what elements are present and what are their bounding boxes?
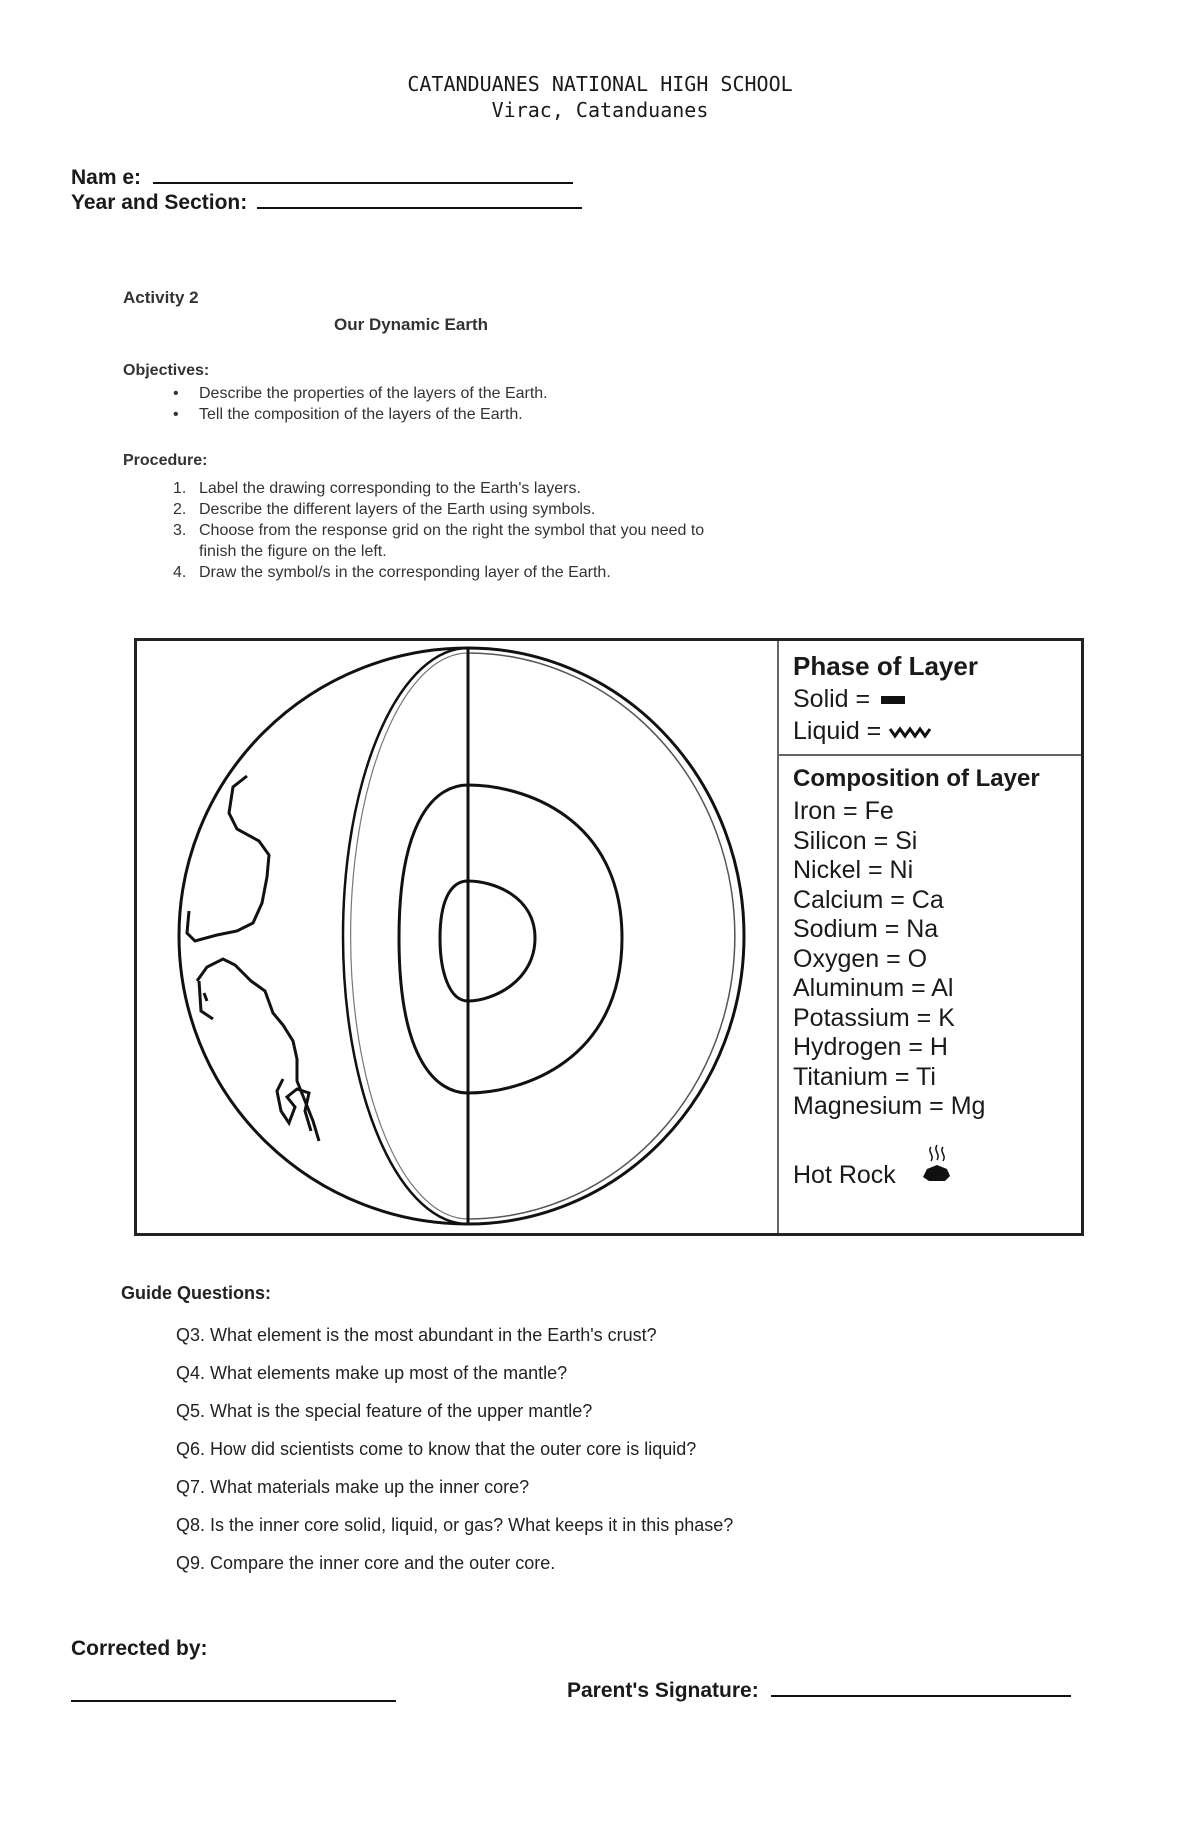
school-location: Virac, Catanduanes <box>491 98 709 122</box>
parent-signature-field[interactable] <box>567 1679 1071 1703</box>
hot-rock-legend: Hot Rock <box>793 1161 896 1189</box>
crust-outline-left <box>179 648 468 1224</box>
list-item: Q7. What materials make up the inner core? <box>176 1477 530 1497</box>
list-item: Silicon = Si <box>793 826 918 855</box>
list-item: 1. Label the drawing corresponding to the Earth's layers. <box>173 480 581 497</box>
legend-divider <box>778 754 1081 756</box>
list-item: Hydrogen = H <box>793 1033 948 1061</box>
procedure-heading: Procedure: <box>123 452 208 469</box>
name-label: Nam e: <box>71 166 142 189</box>
figure-divider <box>777 641 779 1233</box>
island-outline <box>204 993 207 1001</box>
solid-legend: Solid = <box>793 685 905 715</box>
list-item: Q9. Compare the inner core and the outer core. <box>176 1553 556 1573</box>
school-name: CATANDUANES NATIONAL HIGH SCHOOL <box>407 72 793 96</box>
earth-layers-drawing[interactable] <box>137 641 777 1233</box>
list-item: Sodium = Na <box>793 915 939 943</box>
crust-outline-right <box>468 648 744 1224</box>
earth-figure-box <box>134 638 1084 1236</box>
crust-inner-line <box>468 653 735 1219</box>
list-item: Magnesium = Mg <box>793 1092 986 1120</box>
continent-outline-2 <box>197 959 319 1141</box>
list-item: Oxygen = O <box>793 944 928 973</box>
objectives-heading: Objectives: <box>123 362 210 379</box>
list-item: Q5. What is the special feature of the upper mantle? <box>176 1401 593 1421</box>
liquid-wave-icon <box>888 725 932 739</box>
list-item: Q8. Is the inner core solid, liquid, or gas? What keeps it in this phase? <box>176 1515 734 1535</box>
list-item: • Tell the composition of the layers of the Earth. <box>173 406 523 423</box>
list-item: • Describe the properties of the layers of the Earth. <box>173 385 548 402</box>
guide-heading: Guide Questions: <box>121 1283 272 1303</box>
inner-core-boundary <box>440 881 535 1001</box>
list-item: Potassium = K <box>793 1003 955 1032</box>
year-section-field[interactable] <box>71 191 582 215</box>
name-field[interactable] <box>71 166 573 190</box>
outer-core-boundary <box>399 785 622 1093</box>
list-item: Q4. What elements make up most of the mantle? <box>176 1363 568 1383</box>
cutaway-left-inner <box>351 653 468 1219</box>
guide-question-list <box>176 1325 733 1591</box>
parent-signature-label: Parent's Signature: <box>567 1679 759 1702</box>
activity-title: Our Dynamic Earth <box>334 315 488 334</box>
year-section-label: Year and Section: <box>71 191 248 214</box>
list-item: Iron = Fe <box>793 797 894 825</box>
cutaway-left-edge <box>343 648 468 1224</box>
composition-title: Composition of Layer <box>793 765 1040 792</box>
list-item: Q3. What element is the most abundant in the Earth's crust? <box>176 1325 657 1345</box>
list-item: Q6. How did scientists come to know that the outer core is liquid? <box>176 1439 697 1459</box>
parent-signature-line[interactable] <box>771 1695 1071 1697</box>
continent-outline-4 <box>277 1079 311 1131</box>
list-item: 4. Draw the symbol/s in the corresponding layer of the Earth. <box>173 564 611 581</box>
year-section-blank-line[interactable] <box>257 207 582 209</box>
phase-title: Phase of Layer <box>793 651 978 681</box>
liquid-legend: Liquid = <box>793 717 932 747</box>
procedure-list <box>173 478 729 583</box>
list-item: Aluminum = Al <box>793 974 954 1002</box>
list-item: 2. Describe the different layers of the Earth using symbols. <box>173 501 596 518</box>
corrected-by-line[interactable] <box>71 1700 396 1702</box>
list-item: Nickel = Ni <box>793 856 914 884</box>
composition-list <box>793 797 985 1122</box>
hot-rock-icon <box>917 1143 953 1187</box>
continent-outline-1 <box>187 776 269 941</box>
objectives-list <box>173 383 719 425</box>
activity-number: Activity 2 <box>123 288 199 307</box>
solid-symbol-icon <box>881 696 905 704</box>
list-item: 3. Choose from the response grid on the right the symbol that you need to finish the figure on the left. <box>173 522 705 560</box>
name-blank-line[interactable] <box>153 182 573 184</box>
list-item: Calcium = Ca <box>793 885 944 914</box>
corrected-by-label: Corrected by: <box>71 1637 208 1660</box>
list-item: Titanium = Ti <box>793 1062 936 1091</box>
